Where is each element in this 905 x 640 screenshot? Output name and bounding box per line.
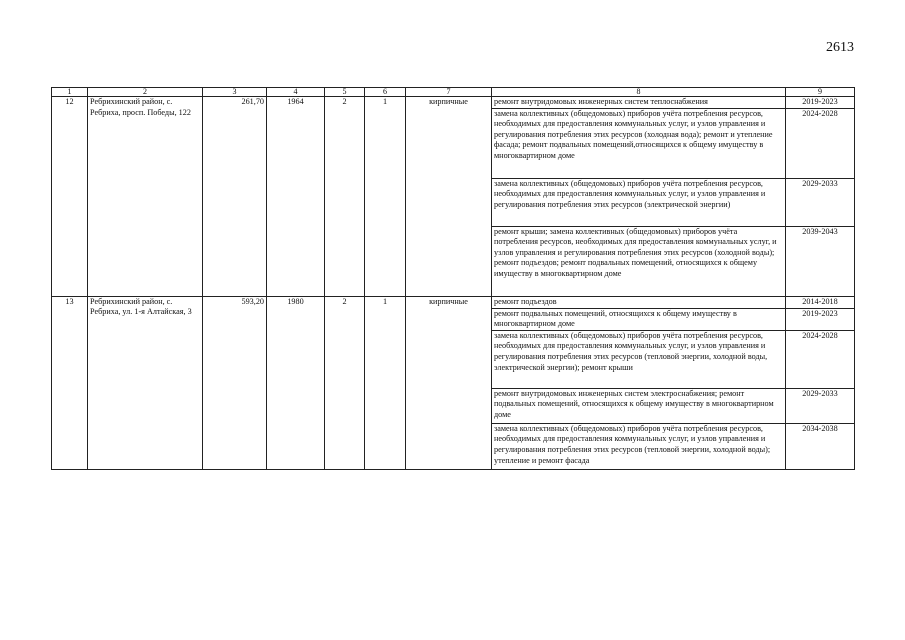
entrances-cell: 1 — [365, 97, 406, 297]
page-number: 2613 — [826, 40, 854, 55]
row-number: 13 — [52, 296, 88, 469]
capital-repair-table — [51, 87, 855, 470]
floors-cell: 2 — [325, 296, 365, 469]
work-description: ремонт внутридомовых инженерных систем теплоснабжения — [492, 97, 786, 109]
work-description: замена коллективных (общедомовых) приборов учёта потребления ресурсов, необходимых для предоставления коммунальных услуг, и узлов управления и регулирования потребления этих ресурсов (тепловой энергии, холодной воды); утепление и ремонт фасада — [492, 423, 786, 469]
work-period: 2039-2043 — [786, 226, 855, 296]
work-period: 2029-2033 — [786, 388, 855, 423]
header-cell: 7 — [406, 88, 492, 97]
work-period: 2019-2023 — [786, 97, 855, 109]
year-cell: 1980 — [267, 296, 325, 469]
header-cell: 1 — [52, 88, 88, 97]
address-cell: Ребрихинский район, с. Ребриха, просп. Победы, 122 — [88, 97, 203, 297]
material-cell: кирпичные — [406, 296, 492, 469]
work-description: замена коллективных (общедомовых) приборов учёта потребления ресурсов, необходимых для предоставления коммунальных услуг, и узлов управления и регулирования потребления этих ресурсов (тепловой энергии, холодной воды, электрической энергии); ремонт крыши — [492, 330, 786, 388]
entrances-cell: 1 — [365, 296, 406, 469]
work-period: 2014-2018 — [786, 296, 855, 308]
header-row — [52, 88, 855, 97]
work-description: ремонт подвальных помещений, относящихся к общему имуществу в многоквартирном доме — [492, 308, 786, 330]
work-period: 2024-2028 — [786, 108, 855, 178]
header-cell: 4 — [267, 88, 325, 97]
year-cell: 1964 — [267, 97, 325, 297]
table-row — [52, 97, 855, 109]
header-cell: 5 — [325, 88, 365, 97]
work-description: ремонт подъездов — [492, 296, 786, 308]
material-cell: кирпичные — [406, 97, 492, 297]
work-period: 2034-2038 — [786, 423, 855, 469]
area-cell: 593,20 — [203, 296, 267, 469]
work-description: ремонт крыши; замена коллективных (общедомовых) приборов учёта потребления ресурсов, необходимых для предоставления коммунальных услуг, и узлов управления и регулирования потребления этих ресурсов (холодной воды); ремонт подъездов; ремонт подвальных помещений, относящихся к общему имуществу в многоквартирном доме — [492, 226, 786, 296]
floors-cell: 2 — [325, 97, 365, 297]
header-cell: 9 — [786, 88, 855, 97]
work-description: замена коллективных (общедомовых) приборов учёта потребления ресурсов, необходимых для предоставления коммунальных услуг, и узлов управления и регулирования потребления этих ресурсов (электрической энергии) — [492, 178, 786, 226]
header-cell: 6 — [365, 88, 406, 97]
work-period: 2024-2028 — [786, 330, 855, 388]
work-period: 2019-2023 — [786, 308, 855, 330]
table-row — [52, 296, 855, 308]
header-cell: 8 — [492, 88, 786, 97]
row-number: 12 — [52, 97, 88, 297]
header-cell: 2 — [88, 88, 203, 97]
header-cell: 3 — [203, 88, 267, 97]
work-description: ремонт внутридомовых инженерных систем электроснабжения; ремонт подвальных помещений, относящихся к общему имуществу в многоквартирном доме — [492, 388, 786, 423]
work-description: замена коллективных (общедомовых) приборов учёта потребления ресурсов, необходимых для предоставления коммунальных услуг, и узлов управления и регулирования потребления этих ресурсов (холодная вода); ремонт и утепление фасада; ремонт подвальных помещений,относящихся к общему имуществу в многоквартирном доме — [492, 108, 786, 178]
address-cell: Ребрихинский район, с. Ребриха, ул. 1-я Алтайская, 3 — [88, 296, 203, 469]
work-period: 2029-2033 — [786, 178, 855, 226]
area-cell: 261,70 — [203, 97, 267, 297]
